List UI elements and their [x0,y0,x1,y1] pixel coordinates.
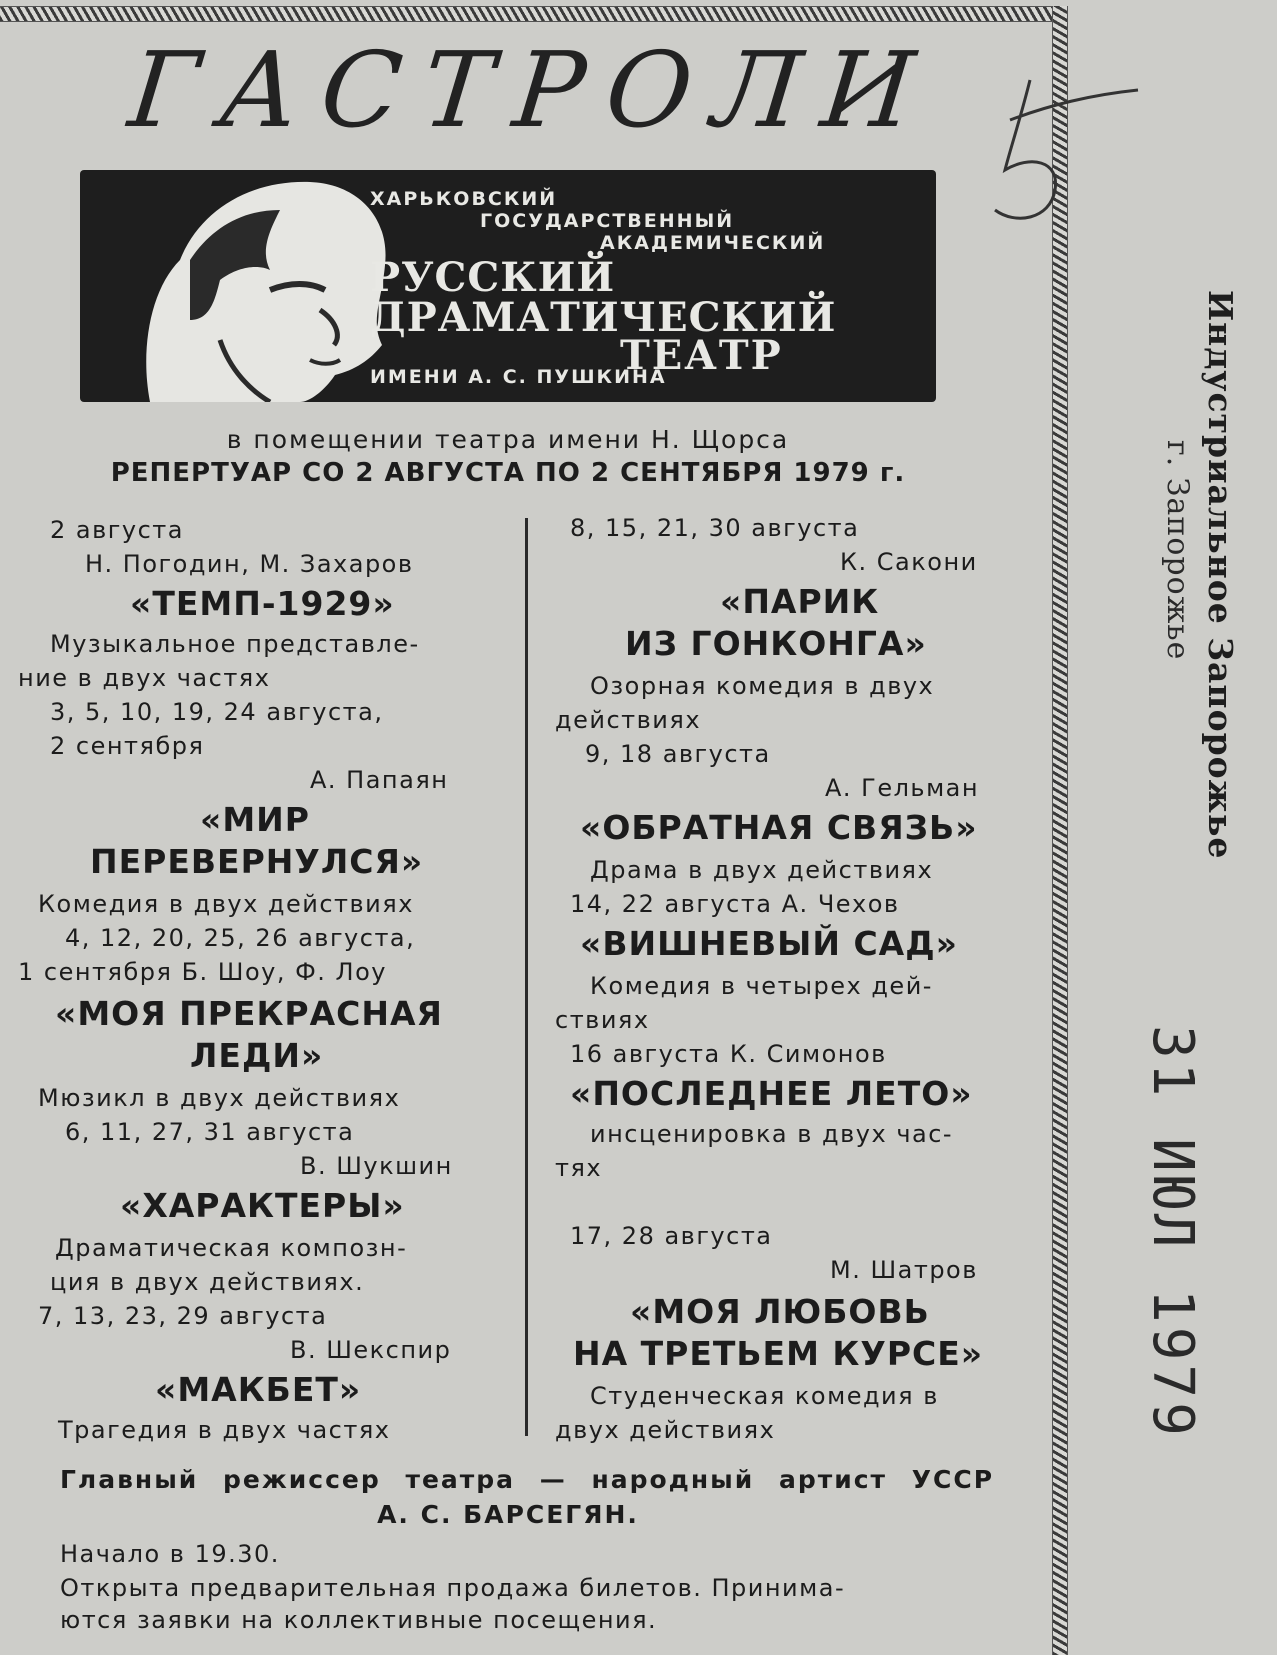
left-line: «ХАРАКТЕРЫ» [120,1186,405,1225]
handwritten-mark-icon [990,60,1140,230]
right-line: Озорная комедия в двух [590,672,935,700]
right-column [535,0,1035,1444]
left-line: В. Шукшин [300,1152,453,1180]
newspaper-city: г. Запорожье [1160,440,1195,661]
right-line: «ПОСЛЕДНЕЕ ЛЕТО» [570,1074,973,1113]
left-line: ция в двух действиях. [50,1268,365,1296]
banner-line-7: ИМЕНИ А. С. ПУШКИНА [370,366,667,388]
left-line: 2 августа [50,516,184,544]
right-line: М. Шатров [830,1256,978,1284]
right-line: действиях [555,706,702,734]
left-line: В. Шекспир [290,1336,452,1364]
director-name: А. С. БАРСЕГЯН. [377,1500,639,1529]
left-line: Драматическая композн- [55,1234,408,1262]
left-line: Комедия в двух действиях [38,890,414,918]
right-line: 16 августа К. Симонов [570,1040,887,1068]
right-line: НА ТРЕТЬЕМ КУРСЕ» [573,1334,984,1373]
right-line: ствиях [555,1006,650,1034]
left-line: 2 сентября [50,732,205,760]
right-line: «ВИШНЕВЫЙ САД» [580,924,958,963]
left-line: 3, 5, 10, 19, 24 августа, [50,698,384,726]
right-line: 17, 28 августа [570,1222,773,1250]
right-line: «ОБРАТНАЯ СВЯЗЬ» [580,808,978,847]
banner-line-2: ГОСУДАРСТВЕННЫЙ [480,210,735,232]
left-line: 7, 13, 23, 29 августа [38,1302,328,1330]
left-line: «ТЕМП-1929» [130,584,395,623]
date-stamp: 31 ИЮЛ 1979 [1140,1025,1205,1440]
banner-line-6: ТЕАТР [620,332,783,379]
left-line: ПЕРЕВЕРНУЛСЯ» [90,842,424,881]
rope-border-right [1052,6,1068,1655]
right-line: 9, 18 августа [585,740,771,768]
column-divider [525,518,528,1436]
sales-line-2: ются заявки на коллективные посещения. [60,1606,658,1634]
right-line: ИЗ ГОНКОНГА» [625,624,927,663]
right-line: Студенческая комедия в [590,1382,939,1410]
left-line: Мюзикл в двух действиях [38,1084,401,1112]
left-line: «МИР [200,800,310,839]
left-line: «МОЯ ПРЕКРАСНАЯ [55,994,443,1033]
left-line: Н. Погодин, М. Захаров [85,550,414,578]
banner-line-5: ДРАМАТИЧЕСКИЙ [370,294,837,341]
banner-line-3: АКАДЕМИЧЕСКИЙ [600,232,826,254]
right-line: 14, 22 августа А. Чехов [570,890,900,918]
sales-line-1: Открыта предварительная продажа билетов. Принима- [60,1574,846,1602]
right-line: Драма в двух действиях [590,856,934,884]
banner-line-4: РУССКИЙ [370,254,616,301]
left-line: 6, 11, 27, 31 августа [65,1118,355,1146]
left-line: ЛЕДИ» [190,1036,324,1075]
left-line: 4, 12, 20, 25, 26 августа, [65,924,416,952]
right-line: А. Гельман [825,774,980,802]
right-line: Комедия в четырех дей- [590,972,933,1000]
venue: в помещении театра имени Н. Щорса [226,425,790,454]
left-line: Музыкальное представле- [50,630,420,658]
left-line: «МАКБЕТ» [155,1370,362,1409]
right-line: К. Сакони [840,548,978,576]
director-line: Главный режиссер театра — народный артист УССР [60,1465,995,1494]
right-line: 8, 15, 21, 30 августа [570,514,860,542]
repertoire-period: РЕПЕРТУАР СО 2 АВГУСТА ПО 2 СЕНТЯБРЯ 1979 г. [110,458,906,488]
right-line: двух действиях [555,1416,776,1444]
left-line: 1 сентября Б. Шоу, Ф. Лоу [18,958,387,986]
left-line: Трагедия в двух частях [58,1416,391,1444]
heading: ГАСТРОЛИ [123,29,942,151]
left-line: А. Папаян [310,766,449,794]
right-line: инсценировка в двух час- [590,1120,954,1148]
newspaper-name: Индустриальное Запорожье [1201,290,1240,860]
right-line: тях [555,1154,603,1182]
banner-line-1: ХАРЬКОВСКИЙ [370,188,558,210]
right-line: «ПАРИК [720,582,880,621]
left-column [0,0,520,1444]
start-time: Начало в 19.30. [60,1540,280,1568]
left-line: ние в двух частях [18,664,271,692]
right-line: «МОЯ ЛЮБОВЬ [630,1292,930,1331]
